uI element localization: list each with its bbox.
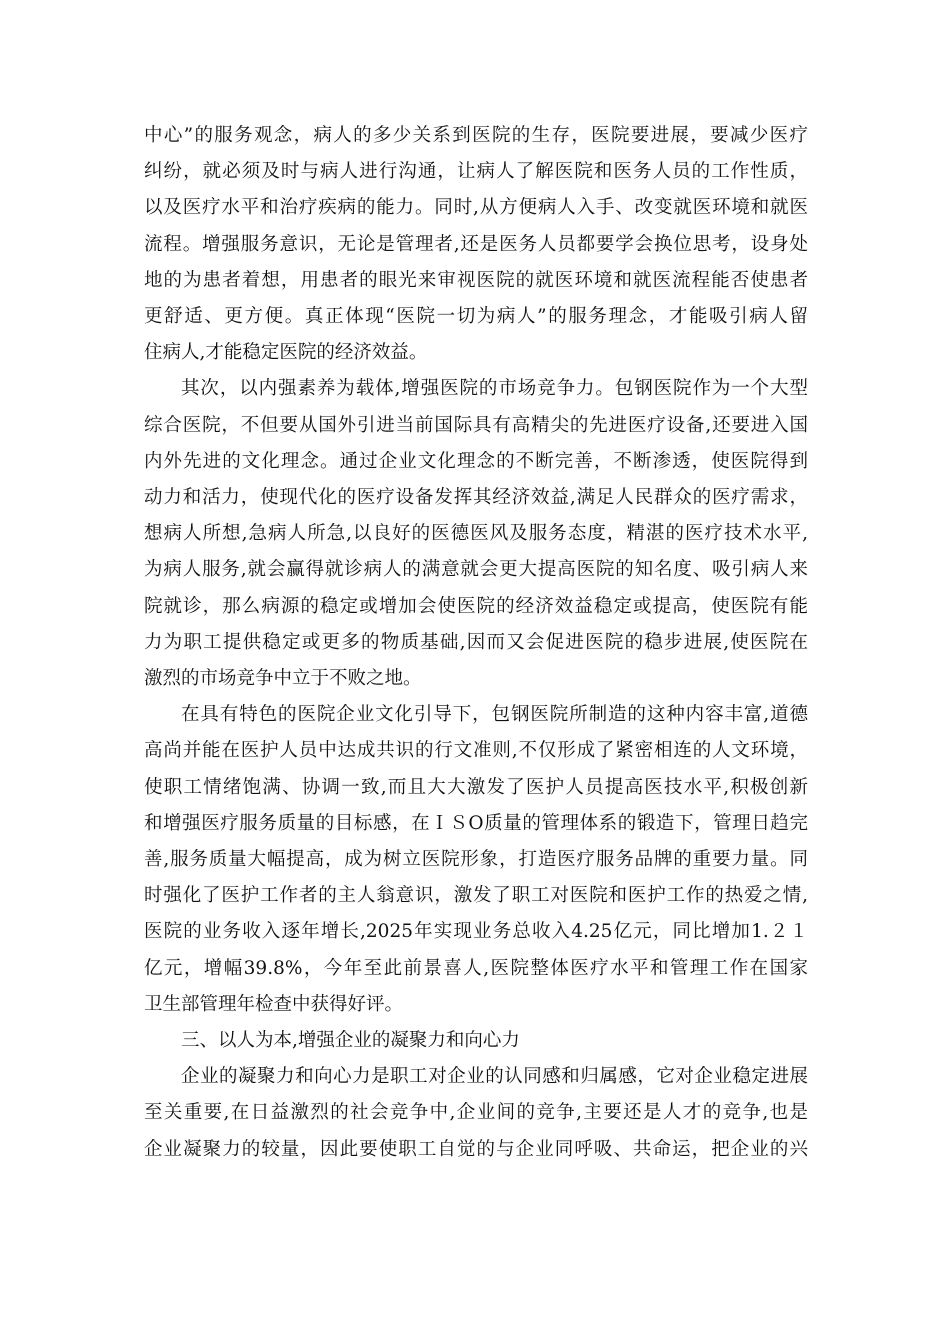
text-line: 以及医疗水平和治疗疾病的能力。同时,从方便病人入手、改变就医环境和就医 — [144, 197, 808, 219]
text-line: 善,服务质量大幅提高，成为树立医院形象，打造医疗服务品牌的重要力量。同 — [144, 849, 808, 871]
text-line: 内外先进的文化理念。通过企业文化理念的不断完善，不断渗透，使医院得到 — [144, 450, 808, 472]
text-line: 流程。增强服务意识，无论是管理者,还是医务人员都要学会换位思考，设身处 — [144, 233, 808, 255]
text-line: 时强化了医护工作者的主人翁意识，激发了职工对医院和医护工作的热爱之情, — [144, 885, 808, 907]
text-line: 使职工情绪饱满、协调一致,而且大大激发了医护人员提高医技水平,积极创新 — [144, 776, 808, 798]
text-line: 院就诊，那么病源的稳定或增加会使医院的经济效益稳定或提高，使医院有能 — [144, 595, 808, 617]
text-line: 力为职工提供稳定或更多的物质基础,因而又会促进医院的稳步进展,使医院在 — [144, 631, 808, 653]
text-line: 纠纷，就必须及时与病人进行沟通，让病人了解医院和医务人员的工作性质， — [144, 161, 808, 183]
text-line: 为病人服务,就会赢得就诊病人的满意就会更大提高医院的知名度、吸引病人来 — [144, 559, 808, 581]
text-line: 企业凝聚力的较量，因此要使职工自觉的与企业同呼吸、共命运，把企业的兴 — [144, 1138, 808, 1160]
paragraph-5 — [144, 1059, 808, 1168]
text-line: 中心”的服务观念，病人的多少关系到医院的生存，医院要进展，要减少医疗 — [144, 125, 808, 146]
section-heading — [144, 1023, 808, 1059]
text-line: 至关重要,在日益激烈的社会竞争中,企业间的竞争,主要还是人才的竞争,也是 — [144, 1102, 808, 1124]
text-line: 动力和活力，使现代化的医疗设备发挥其经济效益,满足人民群众的医疗需求， — [144, 487, 808, 509]
text-line: 企业的凝聚力和向心力是职工对企业的认同感和归属感，它对企业稳定进展 — [181, 1066, 808, 1088]
text-line: 住病人,才能稳定医院的经济效益。 — [144, 342, 428, 364]
text-line: 其次，以内强素养为载体,增强医院的市场竞争力。包钢医院作为一个大型 — [181, 378, 808, 400]
text-line: 卫生部管理年检查中获得好评。 — [144, 993, 404, 1015]
text-line: 和增强医疗服务质量的目标感，在ＩＳO质量的管理体系的锻造下，管理日趋完 — [144, 812, 808, 834]
paragraph-2 — [144, 371, 808, 697]
text-line: 地的为患者着想，用患者的眼光来审视医院的就医环境和就医流程能否使患者 — [144, 269, 808, 291]
paragraph-3 — [144, 697, 808, 1023]
document-body — [144, 118, 808, 1168]
text-line: 亿元，增幅39.8%，今年至此前景喜人,医院整体医疗水平和管理工作在国家 — [144, 957, 808, 979]
text-line: 高尚并能在医护人员中达成共识的行文准则,不仅形成了紧密相连的人文环境， — [144, 740, 808, 762]
text-line: 更舒适、更方便。真正体现“医院一切为病人”的服务理念，才能吸引病人留 — [144, 306, 808, 328]
text-line: 想病人所想,急病人所急,以良好的医德医风及服务态度，精湛的医疗技术水平, — [144, 523, 808, 545]
text-line: 医院的业务收入逐年增长,2025年实现业务总收入4.25亿元，同比增加1.２１ — [144, 921, 808, 943]
text-line: 综合医院，不但要从国外引进当前国际具有高精尖的先进医疗设备,还要进入国 — [144, 414, 808, 436]
text-line: 在具有特色的医院企业文化引导下，包钢医院所制造的这种内容丰富,道德 — [181, 704, 808, 726]
paragraph-1 — [144, 118, 808, 371]
heading-line: 三、以人为本,增强企业的凝聚力和向心力 — [181, 1030, 520, 1052]
text-line: 激烈的市场竞争中立于不败之地。 — [144, 668, 422, 690]
